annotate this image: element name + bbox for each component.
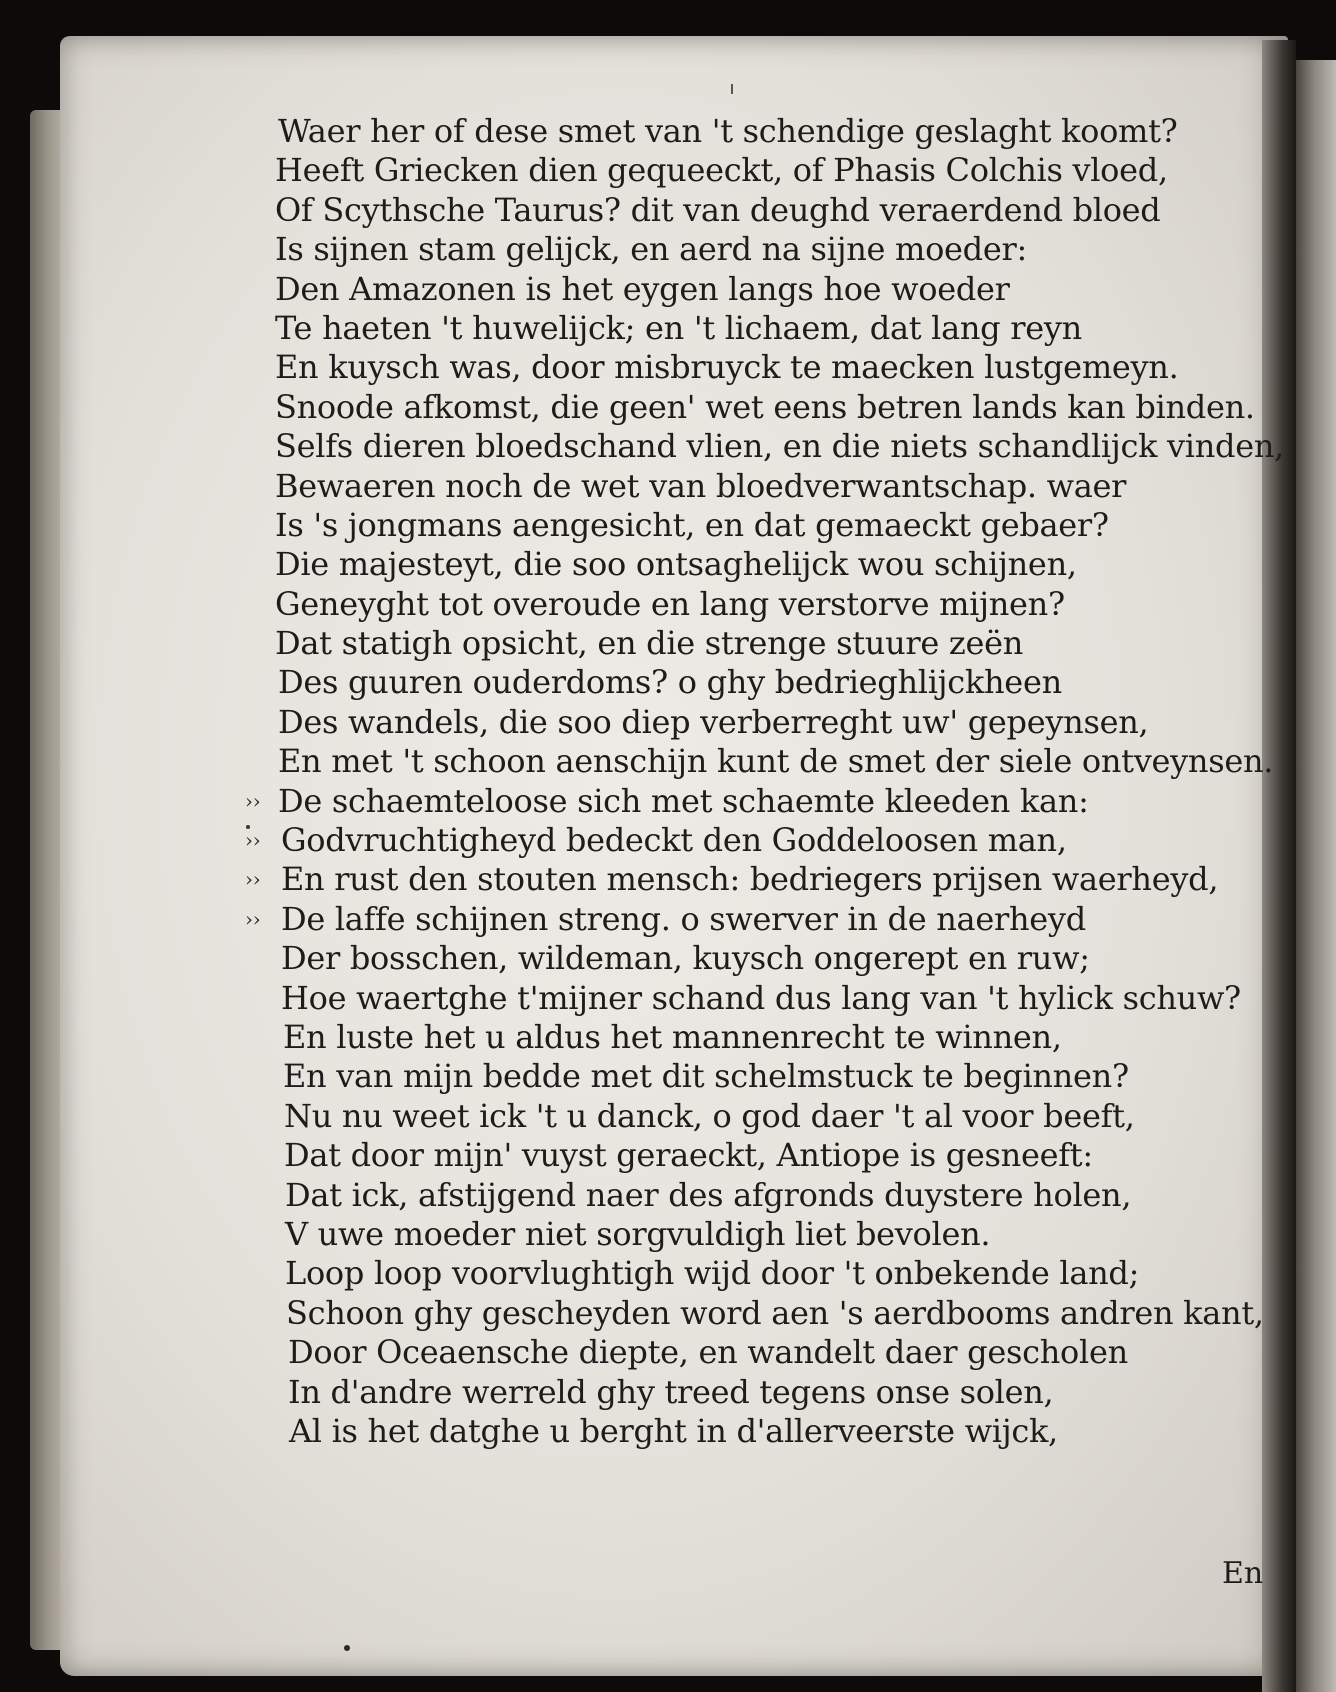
- verse-line: [275, 348, 1265, 387]
- verse-line-text: En rust den stouten mensch: bedriegers prijsen waerheyd,: [281, 860, 1219, 899]
- verse-line: [275, 191, 1265, 230]
- verse-line: [275, 427, 1285, 466]
- quotation-mark: ››: [245, 828, 261, 853]
- verse-line: [245, 899, 1265, 939]
- verse-line-text: Die majesteyt, die soo ontsaghelijck wou schijnen,: [275, 545, 1077, 584]
- verse-line-text: Dat door mijn' vuyst geraeckt, Antiope is gesneeft:: [284, 1136, 1093, 1175]
- verse-line-text: Waer her of dese smet van 't schendige geslaght koomt?: [278, 112, 1178, 150]
- verse-line: [275, 1412, 1265, 1451]
- quotation-mark: ››: [245, 788, 261, 813]
- verse-line: [275, 1018, 1265, 1057]
- verse-line-text: Geneyght tot overoude en lang verstorve mijnen?: [275, 584, 1065, 623]
- verse-line: [275, 309, 1265, 348]
- verse-line: [275, 663, 1265, 702]
- verse-line-text: En met 't schoon aenschijn kunt de smet der siele ontveynsen.: [278, 742, 1274, 781]
- verse-line: [275, 1097, 1265, 1136]
- verse-line-text: Godvruchtigheyd bedeckt den Goddeloosen man,: [281, 821, 1067, 860]
- verse-line-text: En luste het u aldus het mannenrecht te winnen,: [283, 1017, 1062, 1056]
- verse-line-text: Is sijnen stam gelijck, en aerd na sijne moeder:: [275, 230, 1027, 269]
- verse-line: [275, 467, 1265, 506]
- verse-line: [245, 821, 1265, 860]
- verse-line: [275, 1057, 1265, 1096]
- page-mark: [731, 84, 733, 94]
- verse-line-text: Dat ick, afstijgend naer des afgronds duystere holen,: [285, 1175, 1132, 1214]
- verse-line-text: De schaemteloose sich met schaemte kleeden kan:: [278, 781, 1089, 820]
- verse-line: [275, 112, 1265, 151]
- verse-line: [275, 624, 1265, 663]
- quotation-mark: ››: [245, 867, 261, 892]
- verse-line: [275, 1176, 1265, 1215]
- verse-line-text: In d'andre werreld ghy treed tegens onse solen,: [288, 1372, 1054, 1411]
- verse-line-text: Of Scythsche Taurus? dit van deughd veraerdend bloed: [275, 190, 1161, 229]
- catchword: En: [1222, 1556, 1264, 1591]
- verse-line: [275, 1373, 1265, 1412]
- quotation-mark: ››: [245, 906, 261, 931]
- verse-line: [275, 506, 1265, 545]
- signature-dot: [344, 1645, 350, 1651]
- verse-line-text: Loop loop voorvlughtigh wijd door 't onbekende land;: [285, 1254, 1140, 1293]
- verse-line-text: Schoon ghy gescheyden word aen 's aerdbooms andren kant,: [286, 1293, 1264, 1332]
- verse-line-text: Dat statigh opsicht, en die strenge stuure zeën: [275, 624, 1024, 663]
- verse-line: [275, 151, 1265, 190]
- verse-text-block: [245, 112, 1285, 1451]
- verse-line: [275, 1215, 1265, 1254]
- verse-line: [275, 1333, 1265, 1372]
- verse-line-text: Des wandels, die soo diep verberreght uw' gepeynsen,: [278, 702, 1149, 741]
- verse-line: [275, 742, 1274, 781]
- verse-line: [275, 585, 1265, 624]
- verse-line-text: Selfs dieren bloedschand vlien, en die niets schandlijck vinden,: [275, 427, 1285, 466]
- book-gutter: [1262, 40, 1296, 1692]
- facing-page-edge: [1296, 60, 1336, 1692]
- verse-line: [275, 270, 1265, 309]
- verse-line-text: Der bosschen, wildeman, kuysch ongerept en ruw;: [281, 939, 1090, 978]
- verse-line-text: V uwe moeder niet sorgvuldigh liet bevolen.: [285, 1214, 991, 1253]
- verse-line-text: Is 's jongmans aengesicht, en dat gemaeckt gebaer?: [275, 505, 1109, 544]
- verse-line-text: Hoe waertghe t'mijner schand dus lang van 't hylick schuw?: [281, 978, 1241, 1017]
- verse-line-text: En van mijn bedde met dit schelmstuck te beginnen?: [283, 1057, 1129, 1096]
- verse-line-text: Door Oceaensche diepte, en wandelt daer gescholen: [288, 1333, 1128, 1372]
- verse-line-text: Nu nu weet ick 't u danck, o god daer 't al voor beeft,: [284, 1096, 1135, 1135]
- verse-line-text: Al is het datghe u berght in d'allerveerste wijck,: [289, 1411, 1058, 1450]
- verse-line: [275, 939, 1265, 978]
- verse-line: [275, 230, 1265, 269]
- verse-line-text: Heeft Griecken dien gequeeckt, of Phasis Colchis vloed,: [275, 151, 1168, 190]
- verse-line-text: Snoode afkomst, die geen' wet eens betren lands kan binden.: [275, 387, 1255, 426]
- verse-line: [275, 703, 1265, 742]
- verse-line: [275, 388, 1265, 427]
- verse-line: [245, 781, 1265, 821]
- verse-line: [275, 1294, 1265, 1333]
- verse-line-text: Den Amazonen is het eygen langs hoe woeder: [275, 269, 1010, 308]
- verse-line: [275, 1136, 1265, 1175]
- verse-line-text: En kuysch was, door misbruyck te maecken lustgemeyn.: [275, 348, 1179, 387]
- verse-line-text: Bewaeren noch de wet van bloedverwantschap. waer: [275, 466, 1127, 505]
- verse-line: [275, 545, 1265, 584]
- verse-line-text: Te haeten 't huwelijck; en 't lichaem, dat lang reyn: [275, 308, 1082, 347]
- verse-line: [275, 979, 1265, 1018]
- verse-line-text: Des guuren ouderdoms? o ghy bedrieghlijckheen: [278, 663, 1062, 702]
- verse-line: [245, 860, 1265, 899]
- verse-line-text: De laffe schijnen streng. o swerver in de naerheyd: [281, 899, 1086, 938]
- verse-line: [275, 1254, 1265, 1293]
